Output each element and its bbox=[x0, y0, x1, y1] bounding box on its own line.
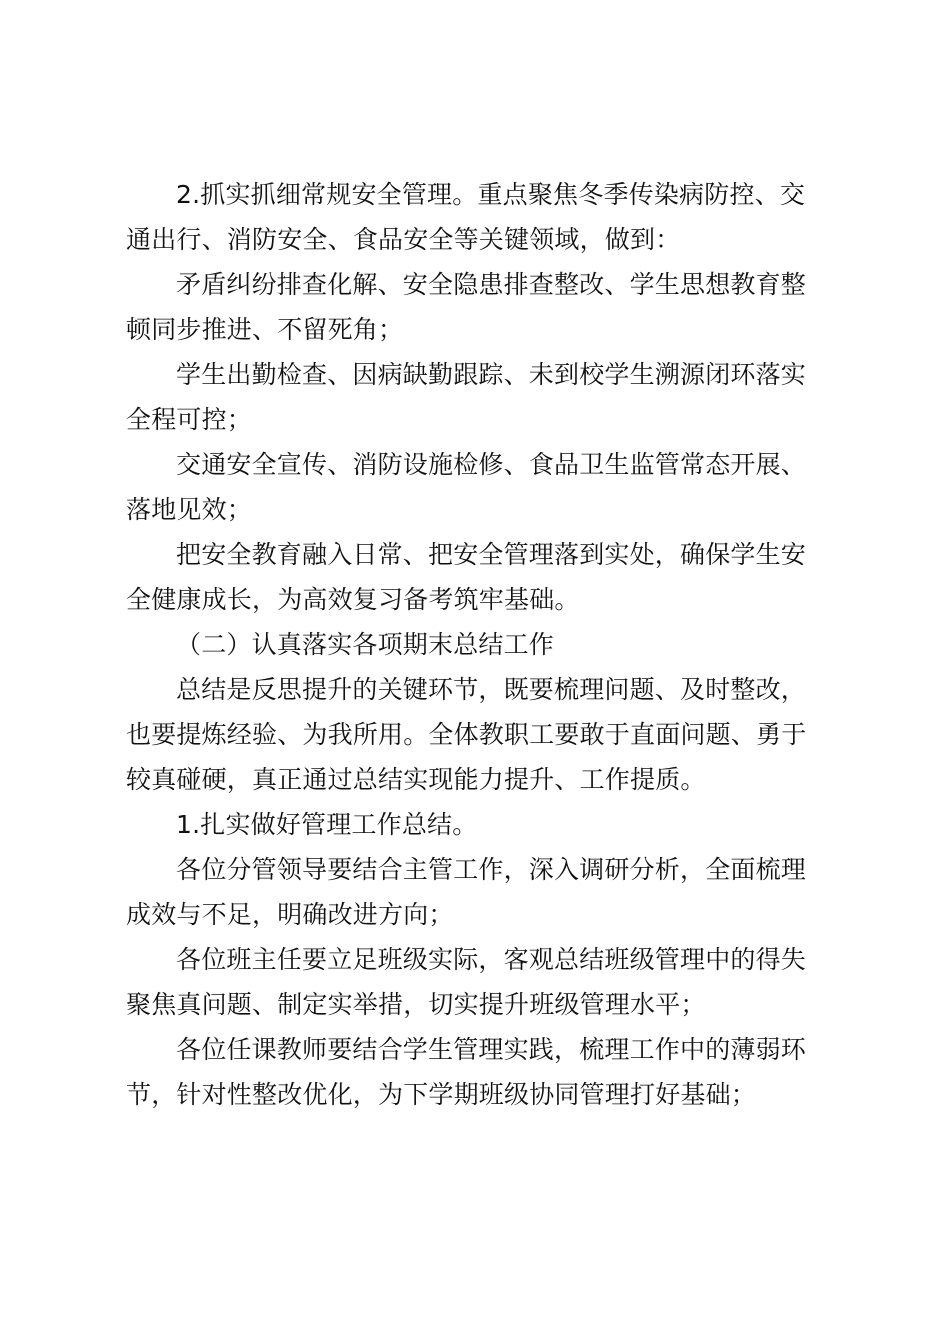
paragraph-line: 也要提炼经验、为我所用。全体教职工要敢于直面问题、勇于 bbox=[126, 720, 807, 749]
section-heading: （二）认真落实各项期末总结工作 bbox=[176, 630, 555, 659]
paragraph-line: 交通安全宣传、消防设施检修、食品卫生监管常态开展、 bbox=[176, 450, 807, 479]
paragraph-line: 较真碰硬，真正通过总结实现能力提升、工作提质。 bbox=[126, 765, 706, 794]
paragraph-line: 全健康成长，为高效复习备考筑牢基础。 bbox=[126, 585, 580, 614]
paragraph-line: 聚焦真问题、制定实举措，切实提升班级管理水平； bbox=[126, 990, 706, 1019]
paragraph-line: 各位班主任要立足班级实际，客观总结班级管理中的得失 bbox=[176, 945, 807, 974]
paragraph-line: 落地见效； bbox=[126, 495, 253, 524]
paragraph-line: 各位分管领导要结合主管工作，深入调研分析，全面梳理 bbox=[176, 855, 807, 884]
paragraph-line: 节，针对性整改优化，为下学期班级协同管理打好基础； bbox=[126, 1080, 757, 1109]
paragraph-line: 总结是反思提升的关键环节，既要梳理问题、及时整改， bbox=[176, 675, 807, 704]
paragraph-line: 各位任课教师要结合学生管理实践，梳理工作中的薄弱环 bbox=[176, 1035, 807, 1064]
paragraph-line: 矛盾纠纷排查化解、安全隐患排查整改、学生思想教育整 bbox=[176, 270, 807, 299]
paragraph-line: 顿同步推进、不留死角； bbox=[126, 315, 404, 344]
document-body bbox=[126, 172, 836, 1117]
paragraph-line: 成效与不足，明确改进方向； bbox=[126, 900, 454, 929]
paragraph-line: 把安全教育融入日常、把安全管理落到实处，确保学生安 bbox=[176, 540, 807, 569]
paragraph-line: 学生出勤检查、因病缺勤跟踪、未到校学生溯源闭环落实 bbox=[176, 360, 807, 389]
paragraph-line: 通出行、消防安全、食品安全等关键领域，做到： bbox=[126, 225, 681, 254]
paragraph-line: 2.抓实抓细常规安全管理。重点聚焦冬季传染病防控、交 bbox=[176, 180, 806, 209]
paragraph-line: 全程可控； bbox=[126, 405, 253, 434]
subsection-heading: 1.扎实做好管理工作总结。 bbox=[176, 810, 478, 839]
